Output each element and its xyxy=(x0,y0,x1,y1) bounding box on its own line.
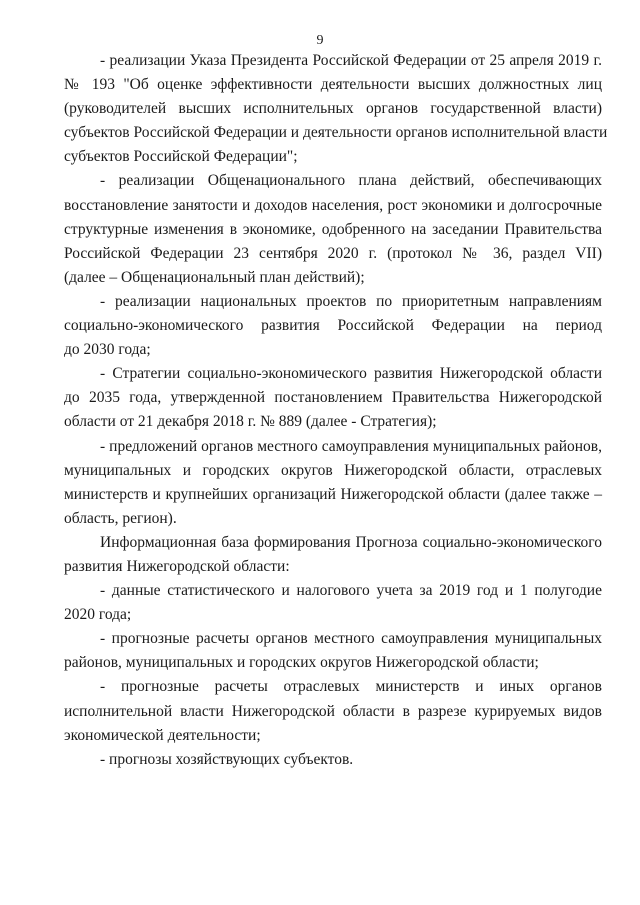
text-line: до 2030 года; xyxy=(64,341,151,359)
text-line: исполнительной власти Нижегородской области в разрезе курируемых видов xyxy=(64,702,602,720)
document-body xyxy=(64,49,608,772)
text-line: муниципальных и городских округов Нижегородской области, отраслевых xyxy=(64,461,602,479)
text-line: - прогнозные расчеты органов местного самоуправления муниципальных xyxy=(100,630,602,648)
paragraph xyxy=(64,362,602,434)
text-line: 2020 года; xyxy=(64,606,132,624)
text-line: - прогнозы хозяйствующих субъектов. xyxy=(100,750,354,768)
paragraph xyxy=(64,748,602,772)
text-line: Российской Федерации 23 сентября 2020 г. (протокол № 36, раздел VII) xyxy=(64,244,602,262)
paragraph xyxy=(64,49,608,169)
text-line: районов, муниципальных и городских округов Нижегородской области; xyxy=(64,654,539,672)
text-line: социально-экономического развития Российской Федерации на период xyxy=(64,317,602,335)
text-line: Информационная база формирования Прогноза социально-экономического xyxy=(100,533,602,551)
paragraph xyxy=(64,531,602,579)
text-line: (далее – Общенациональный план действий); xyxy=(64,268,365,286)
text-line: - данные статистического и налогового учета за 2019 год и 1 полугодие xyxy=(100,582,602,600)
text-line: - прогнозные расчеты отраслевых министерств и иных органов xyxy=(100,678,602,696)
text-line: - Стратегии социально-экономического развития Нижегородской области xyxy=(100,365,602,383)
text-line: субъектов Российской Федерации"; xyxy=(64,148,298,166)
text-line: - реализации национальных проектов по приоритетным направлениям xyxy=(100,292,602,310)
text-line: экономической деятельности; xyxy=(64,726,261,744)
text-line: до 2035 года, утвержденной постановлением Правительства Нижегородской xyxy=(64,389,602,407)
paragraph xyxy=(64,435,602,531)
text-line: - реализации Указа Президента Российской Федерации от 25 апреля 2019 г. xyxy=(100,52,602,69)
text-line: области от 21 декабря 2018 г. № 889 (далее - Стратегия); xyxy=(64,413,437,431)
page-number: 9 xyxy=(316,33,324,48)
text-line: (руководителей высших исполнительных органов государственной власти) xyxy=(64,100,602,118)
text-line: область, регион). xyxy=(64,509,177,527)
paragraph xyxy=(64,579,602,627)
text-line: развития Нижегородской области: xyxy=(64,557,290,575)
paragraph xyxy=(64,290,602,362)
paragraph xyxy=(64,627,602,675)
paragraph xyxy=(64,675,602,747)
text-line: - предложений органов местного самоуправления муниципальных районов, xyxy=(100,437,602,455)
text-line: № 193 "Об оценке эффективности деятельности высших должностных лиц xyxy=(64,76,602,94)
text-line: субъектов Российской Федерации и деятельности органов исполнительной власти xyxy=(64,124,608,142)
text-line: министерств и крупнейших организаций Нижегородской области (далее также – xyxy=(64,485,602,503)
text-line: структурные изменения в экономике, одобренного на заседании Правительства xyxy=(64,220,602,238)
text-line: восстановление занятости и доходов населения, рост экономики и долгосрочные xyxy=(64,196,602,214)
paragraph xyxy=(64,169,602,289)
text-line: - реализации Общенационального плана действий, обеспечивающих xyxy=(100,172,602,190)
